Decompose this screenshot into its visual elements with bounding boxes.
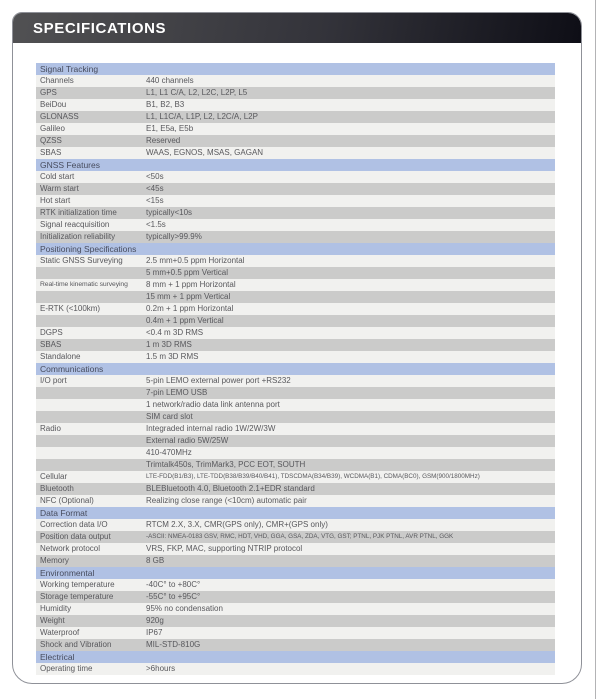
section-header: Signal Tracking: [36, 63, 555, 75]
spec-label: Shock and Vibration: [40, 640, 112, 649]
spec-label: GPS: [40, 88, 57, 97]
spec-label: Weight: [40, 616, 65, 625]
spec-value: E1, E5a, E5b: [146, 124, 194, 133]
spec-table: [36, 63, 555, 675]
spec-row: [36, 135, 555, 147]
spec-label: NFC (Optional): [40, 496, 94, 505]
spec-row: [36, 315, 555, 327]
spec-row: [36, 639, 555, 651]
spec-value: VRS, FKP, MAC, supporting NTRIP protocol: [146, 544, 303, 553]
section-header: Communications: [36, 363, 555, 375]
spec-value: SIM card slot: [146, 412, 193, 421]
spec-value: Integraded internal radio 1W/2W/3W: [146, 424, 276, 433]
spec-label: Memory: [40, 556, 69, 565]
spec-value: B1, B2, B3: [146, 100, 185, 109]
spec-row: [36, 255, 555, 267]
spec-row: [36, 663, 555, 675]
spec-row: [36, 171, 555, 183]
spec-row: [36, 423, 555, 435]
spec-label: [36, 387, 146, 399]
section-header: Electrical: [36, 651, 555, 663]
spec-value: typically<10s: [146, 208, 193, 217]
spec-value: WAAS, EGNOS, MSAS, GAGAN: [146, 148, 264, 157]
spec-label: Position data output: [40, 532, 111, 541]
spec-value: -ASCII: NMEA-0183 GSV, RMC, HDT, VHD, GGA, GSA, ZDA, VTG, GST; PTNL, PJK PTNL, AVR PTNL, GGK: [146, 533, 454, 540]
section-header: Positioning Specifications: [36, 243, 555, 255]
spec-value: >6hours: [146, 664, 176, 673]
spec-value: 7-pin LEMO USB: [146, 388, 208, 397]
spec-row: [36, 591, 555, 603]
spec-value: 440 channels: [146, 76, 194, 85]
spec-row: [36, 231, 555, 243]
spec-label: RTK initialization time: [40, 208, 117, 217]
spec-row: [36, 615, 555, 627]
spec-label: DGPS: [40, 328, 63, 337]
spec-label: Radio: [40, 424, 61, 433]
spec-value: 1 network/radio data link antenna port: [146, 400, 280, 409]
spec-row: [36, 195, 555, 207]
spec-label: Cellular: [40, 472, 68, 481]
spec-label: Channels: [40, 76, 74, 85]
spec-row: [36, 471, 555, 483]
spec-row: [36, 207, 555, 219]
spec-value: 5-pin LEMO external power port +RS232: [146, 376, 291, 385]
spec-label: Real-time kinematic surveying: [40, 281, 128, 288]
spec-label: Static GNSS Surveying: [40, 256, 123, 265]
spec-label: Galileo: [40, 124, 65, 133]
spec-row: [36, 459, 555, 471]
spec-label: [36, 399, 146, 411]
spec-value: 410-470MHz: [146, 448, 192, 457]
spec-value: 0.4m + 1 ppm Vertical: [146, 316, 224, 325]
spec-row: [36, 447, 555, 459]
spec-row: [36, 303, 555, 315]
spec-value: L1, L1 C/A, L2, L2C, L2P, L5: [146, 88, 248, 97]
spec-label: [36, 411, 146, 423]
spec-row: [36, 267, 555, 279]
spec-row: [36, 339, 555, 351]
spec-label: [36, 447, 146, 459]
spec-row: [36, 411, 555, 423]
spec-row: [36, 483, 555, 495]
spec-label: Standalone: [40, 352, 81, 361]
spec-value: <50s: [146, 172, 164, 181]
spec-value: 8 GB: [146, 556, 165, 565]
spec-value: L1, L1C/A, L1P, L2, L2C/A, L2P: [146, 112, 258, 121]
spec-value: 2.5 mm+0.5 ppm Horizontal: [146, 256, 245, 265]
spec-value: MIL-STD-810G: [146, 640, 201, 649]
spec-label: Operating time: [40, 664, 93, 673]
spec-value: LTE-FDD(B1/B3), LTE-TDD(B38/B39/B40/B41), TDSCDMA(B34/B39), WCDMA(B1), CDMA(BC0), GSM(900/1800MHz): [146, 473, 480, 480]
spec-row: [36, 495, 555, 507]
spec-label: Working temperature: [40, 580, 115, 589]
spec-label: Storage temperature: [40, 592, 114, 601]
spec-row: [36, 291, 555, 303]
spec-row: [36, 147, 555, 159]
spec-label: [36, 459, 146, 471]
spec-row: [36, 531, 555, 543]
spec-label: SBAS: [40, 340, 62, 349]
spec-row: [36, 111, 555, 123]
section-header: Environmental: [36, 567, 555, 579]
spec-row: [36, 279, 555, 291]
spec-value: 8 mm + 1 ppm Horizontal: [146, 280, 236, 289]
spec-row: [36, 543, 555, 555]
spec-value: External radio 5W/25W: [146, 436, 229, 445]
spec-value: 5 mm+0.5 ppm Vertical: [146, 268, 229, 277]
spec-row: [36, 87, 555, 99]
page-edge-line: [595, 0, 596, 699]
spec-label: GLONASS: [40, 112, 79, 121]
spec-value: 95% no condensation: [146, 604, 223, 613]
spec-row: [36, 219, 555, 231]
section-header: Data Format: [36, 507, 555, 519]
spec-value: Realizing close range (<10cm) automatic pair: [146, 496, 307, 505]
spec-row: [36, 519, 555, 531]
spec-row: [36, 435, 555, 447]
specifications-card: [12, 12, 582, 684]
spec-value: Trimtalk450s, TrimMark3, PCC EOT, SOUTH: [146, 460, 306, 469]
section-header: GNSS Features: [36, 159, 555, 171]
spec-label: Hot start: [40, 196, 71, 205]
spec-value: -40C° to +80C°: [146, 580, 201, 589]
spec-value: RTCM 2.X, 3.X, CMR(GPS only), CMR+(GPS only): [146, 520, 328, 529]
spec-label: Network protocol: [40, 544, 101, 553]
spec-label: Humidity: [40, 604, 72, 613]
spec-label: [36, 315, 146, 327]
spec-row: [36, 399, 555, 411]
spec-value: 1 m 3D RMS: [146, 340, 192, 349]
spec-row: [36, 603, 555, 615]
spec-label: [36, 291, 146, 303]
spec-label: Correction data I/O: [40, 520, 108, 529]
spec-label: Signal reacquisition: [40, 220, 110, 229]
spec-label: Cold start: [40, 172, 75, 181]
spec-label: BeiDou: [40, 100, 67, 109]
spec-label: I/O port: [40, 376, 67, 385]
spec-row: [36, 123, 555, 135]
spec-value: 15 mm + 1 ppm Vertical: [146, 292, 231, 301]
spec-value: 0.2m + 1 ppm Horizontal: [146, 304, 234, 313]
spec-label: Initialization reliability: [40, 232, 116, 241]
spec-value: 1.5 m 3D RMS: [146, 352, 199, 361]
spec-value: BLEBluetooth 4.0, Bluetooth 2.1+EDR standard: [146, 484, 315, 493]
spec-label: Bluetooth: [40, 484, 74, 493]
spec-label: Warm start: [40, 184, 79, 193]
spec-row: [36, 75, 555, 87]
spec-value: 920g: [146, 616, 164, 625]
spec-row: [36, 183, 555, 195]
spec-row: [36, 99, 555, 111]
spec-label: QZSS: [40, 136, 62, 145]
spec-value: typically>99.9%: [146, 232, 202, 241]
spec-label: E-RTK (<100km): [40, 304, 101, 313]
spec-value: <45s: [146, 184, 164, 193]
spec-row: [36, 375, 555, 387]
page-title: SPECIFICATIONS: [33, 19, 167, 37]
spec-row: [36, 627, 555, 639]
spec-value: <0.4 m 3D RMS: [146, 328, 204, 337]
spec-row: [36, 387, 555, 399]
spec-row: [36, 327, 555, 339]
spec-row: [36, 351, 555, 363]
spec-value: <15s: [146, 196, 164, 205]
spec-label: Waterproof: [40, 628, 80, 637]
spec-value: <1.5s: [146, 220, 166, 229]
card-header: [13, 13, 581, 43]
spec-value: -55C° to +95C°: [146, 592, 201, 601]
spec-value: IP67: [146, 628, 163, 637]
spec-row: [36, 579, 555, 591]
spec-label: [36, 435, 146, 447]
spec-label: SBAS: [40, 148, 62, 157]
spec-value: Reserved: [146, 136, 181, 145]
spec-label: [36, 267, 146, 279]
spec-row: [36, 555, 555, 567]
